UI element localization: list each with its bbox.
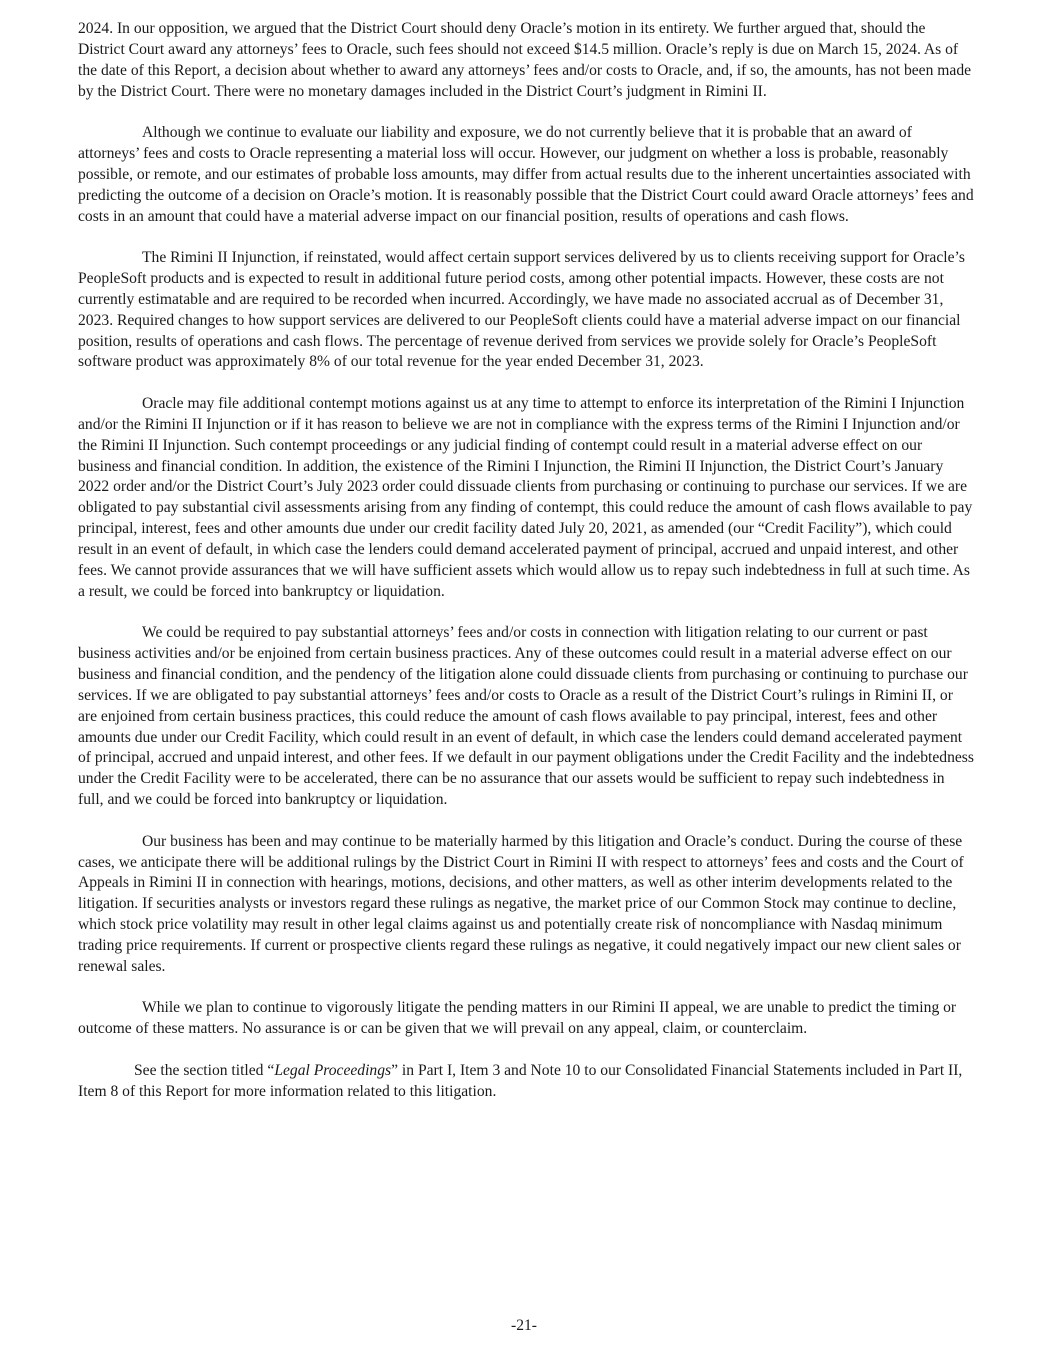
document-page: [78, 19, 974, 1123]
legal-proceedings-reference: Legal Proceedings: [274, 1061, 392, 1079]
see-section-prefix: See the section titled “: [134, 1061, 275, 1079]
paragraph-contempt-motions: Oracle may file additional contempt motions against us at any time to attempt to enforce its interpretation of the Rimini I Injunction and/or the Rimini II Injunction or if it has reason to believe we are not in compliance with the express terms of the Rimini I Injunction and/or the Rimini II Injunction. Such contempt proceedings or any judicial finding of contempt could result in a material adverse effect on our business and financial condition. In addition, the existence of the Rimini I Injunction, the Rimini II Injunction, the District Court’s January 2022 order and/or the District Court’s July 2023 order could dissuade clients from purchasing or continuing to purchase our services. If we are obligated to pay substantial civil assessments arising from any finding of contempt, this could reduce the amount of cash flows available to pay principal, interest, fees and other amounts due under our credit facility dated July 20, 2021, as amended (our “Credit Facility”), which could result in an event of default, in which case the lenders could demand accelerated payment of principal, accrued and unpaid interest, and other fees. We cannot provide assurances that we will have sufficient assets which would allow us to repay such indebtedness in full at such time. As a result, we could be forced into bankruptcy or liquidation.: [78, 395, 973, 600]
paragraph-business-harm: Our business has been and may continue to be materially harmed by this litigation and Oracle’s conduct. During the course of these cases, we anticipate there will be additional rulings by the District Court in Rimini II with respect to attorneys’ fees and costs and the Court of Appeals in Rimini II in connection with hearings, motions, decisions, and other matters, as well as other interim developments related to the litigation. If securities analysts or investors regard these rulings as negative, the market price of our Common Stock may continue to decline, which stock price volatility may result in other legal claims against us and potentially create risk of noncompliance with Nasdaq minimum trading price requirements. If current or prospective clients regard these rulings as negative, it could negatively impact our new client sales or renewal sales.: [78, 832, 964, 975]
paragraph-rimini-ii-injunction: The Rimini II Injunction, if reinstated, would affect certain support services delivered by us to clients receiving support for Oracle’s PeopleSoft products and is expected to result in additional future period costs, among other potential impacts. However, these costs are not currently estimatable and are required to be recorded when incurred. Accordingly, we have made no associated accrual as of December 31, 2023. Required changes to how support services are delivered to our PeopleSoft clients could have a material adverse impact on our financial position, results of operations and cash flows. The percentage of revenue derived from services we provide solely for Oracle’s PeopleSoft software product was approximately 8% of our total revenue for the year ended December 31, 2023.: [78, 249, 965, 371]
paragraph-continued: 2024. In our opposition, we argued that the District Court should deny Oracle’s motion in its entirety. We further argued that, should the District Court award any attorneys’ fees to Oracle, such fees should not exceed $14.5 million. Oracle’s reply is due on March 15, 2024. As of the date of this Report, a decision about whether to award any attorneys’ fees and/or costs to Oracle, and, if so, the amounts, has not been made by the District Court. There were no monetary damages included in the District Court’s judgment in Rimini II.: [78, 20, 972, 100]
see-section-suffix: ” in Part I, Item 3 and Note 10 to our Consolidated Financial Statements included in Part II, Item 8 of this Report for more information related to this litigation.: [78, 1061, 963, 1100]
paragraph-attorneys-fees: We could be required to pay substantial attorneys’ fees and/or costs in connection with litigation relating to our current or past business activities and/or be enjoined from certain business practices. Any of these outcomes could result in a material adverse effect on our business and financial condition, and the pendency of the litigation alone could dissuade clients from purchasing or continuing to purchase our services. If we are obligated to pay substantial attorneys’ fees and/or costs to Oracle as a result of the District Court’s rulings in Rimini II, or are enjoined from certain business practices, this could reduce the amount of cash flows available to pay principal, interest, fees and other amounts due under our Credit Facility, which could result in an event of default, in which case the lenders could demand accelerated payment of principal, accrued and unpaid interest, and other fees. If we default in our payment obligations under the Credit Facility and the indebtedness under the Credit Facility were to be accelerated, there can be no assurance that our assets would be sufficient to repay such indebtedness in full, and we could be forced into bankruptcy or liquidation.: [78, 624, 974, 809]
page-number: -21-: [511, 1317, 537, 1334]
paragraph-appeal: While we plan to continue to vigorously litigate the pending matters in our Rimini II appeal, we are unable to predict the timing or outcome of these matters. No assurance is or can be given that we will prevail on any appeal, claim, or counterclaim.: [78, 999, 957, 1038]
paragraph-liability-exposure: Although we continue to evaluate our liability and exposure, we do not currently believe that it is probable that an award of attorneys’ fees and costs to Oracle representing a material loss will occur. However, our judgment on whether a loss is probable, reasonably possible, or remote, and our estimates of probable loss amounts, may differ from actual results due to the inherent uncertainties associated with predicting the outcome of a decision on Oracle’s motion. It is reasonably possible that the District Court could award Oracle attorneys’ fees and costs in an amount that could have a material adverse impact on our financial position, results of operations and cash flows.: [78, 124, 974, 225]
paragraph-see-legal-proceedings: [78, 1061, 974, 1103]
